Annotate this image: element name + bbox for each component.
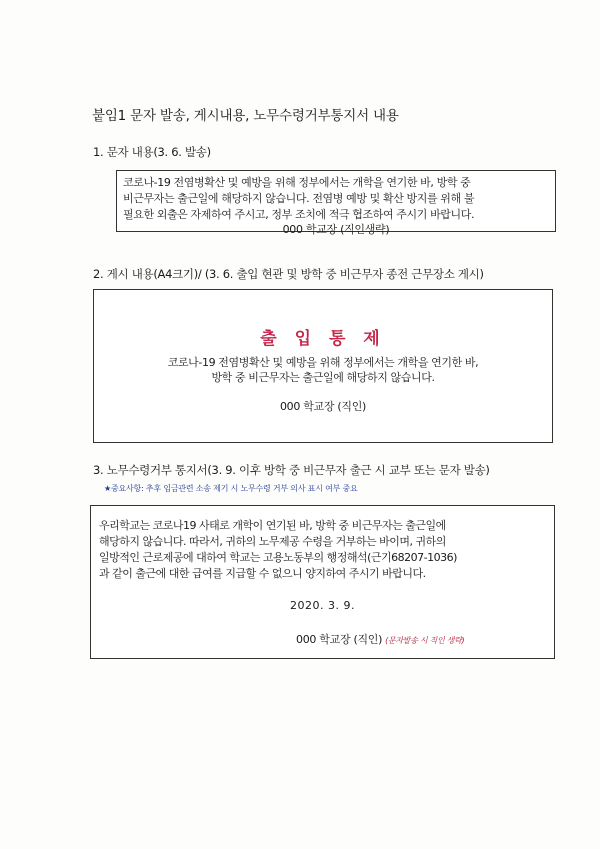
notice-line-1: 우리학교는 코로나19 사태로 개학이 연기된 바, 방학 중 비근무자는 출근일에	[99, 519, 446, 532]
important-note: ★중요사항: 추후 임금관련 소송 제기 시 노무수령 거부 의사 표시 여부 중요	[104, 484, 358, 493]
notice-signature: 000 학교장 (직인)	[296, 633, 383, 646]
refusal-notice-box	[90, 505, 555, 659]
access-control-title: 출 입 통 제	[260, 329, 386, 349]
notice-signature-row	[296, 631, 464, 647]
section1-heading: 1. 문자 내용(3. 6. 발송)	[93, 145, 211, 159]
posting-content-box	[93, 289, 553, 443]
section3-heading: 3. 노무수령거부 통지서(3. 9. 이후 방학 중 비근무자 출근 시 교부 또는 문자 발송)	[93, 463, 490, 477]
document-title: 붙임1 문자 발송, 게시내용, 노무수령거부통지서 내용	[92, 108, 399, 124]
sms-line-2: 비근무자는 출근일에 해당하지 않습니다. 전염병 예방 및 확산 방지를 위해 불	[123, 192, 475, 205]
posting-body	[94, 355, 552, 385]
sms-signature: 000 학교장 (직인생략)	[282, 223, 390, 236]
posting-line-1: 코로나-19 전염병확산 및 예방을 위해 정부에서는 개학을 연기한 바,	[167, 356, 479, 369]
section2-heading: 2. 게시 내용(A4크기)/ (3. 6. 출입 현관 및 방학 중 비근무자 종전 근무장소 게시)	[93, 267, 484, 281]
notice-date: 2020. 3. 9.	[290, 599, 355, 612]
notice-signature-note: (문자발송 시 직인 생략)	[385, 636, 465, 645]
notice-line-4: 과 같이 출근에 대한 급여를 지급할 수 없으니 양지하여 주시기 바랍니다.	[99, 567, 426, 580]
posting-line-2: 방학 중 비근무자는 출근일에 해당하지 않습니다.	[211, 371, 435, 384]
posting-signature: 000 학교장 (직인)	[279, 400, 367, 413]
notice-line-2: 해당하지 않습니다. 따라서, 귀하의 노무제공 수령을 거부하는 바이며, 귀하의	[99, 535, 446, 548]
sms-content-box	[116, 170, 556, 236]
notice-line-3: 일방적인 근로제공에 대하여 학교는 고용노동부의 행정해석(근기68207-1036)	[99, 551, 457, 564]
sms-line-3: 필요한 외출은 자제하여 주시고, 정부 조치에 적극 협조하여 주시기 바랍니다.	[123, 208, 475, 221]
sms-line-1: 코로나-19 전염병확산 및 예방을 위해 정부에서는 개학을 연기한 바, 방학 중	[123, 176, 471, 189]
